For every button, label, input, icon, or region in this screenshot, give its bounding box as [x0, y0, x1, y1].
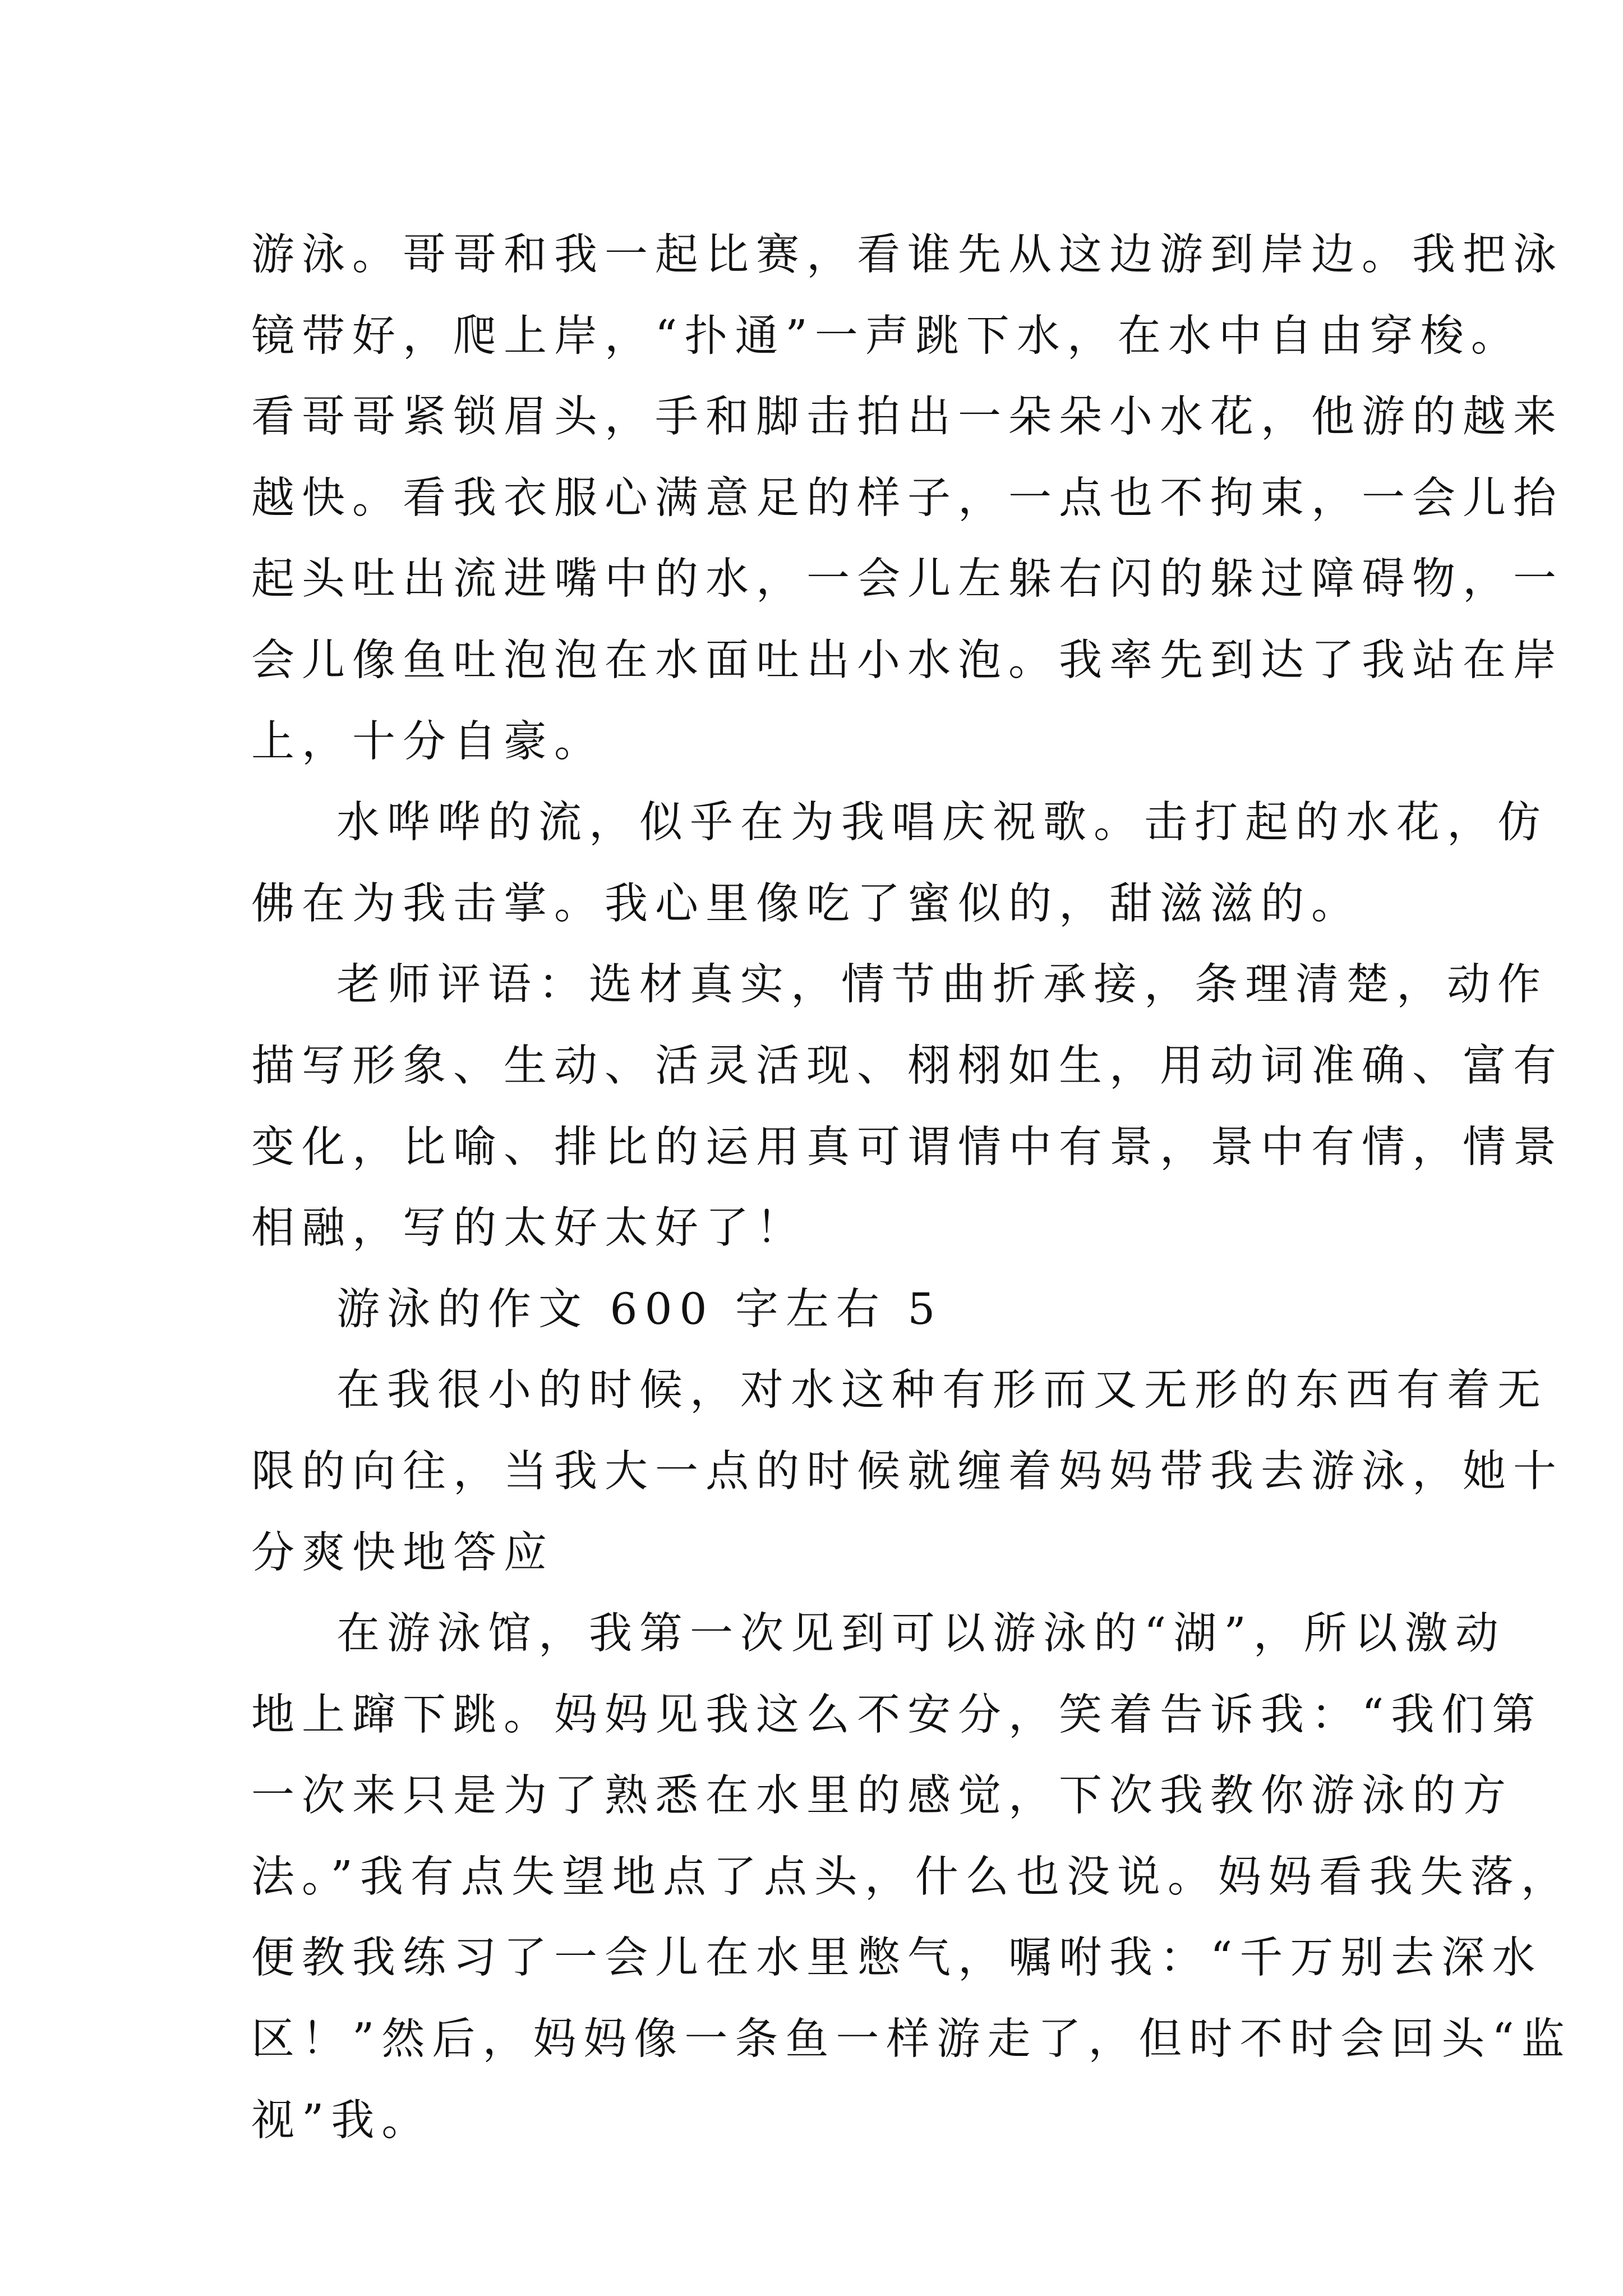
text-line: 佛在为我击掌。我心里像吃了蜜似的，甜滋滋的。	[251, 878, 1362, 929]
text-line: 游泳。哥哥和我一起比赛，看谁先从这边游到岸边。我把泳	[251, 230, 1564, 280]
text-line: 地上蹿下跳。妈妈见我这么不安分，笑着告诉我：“我们第	[251, 1690, 1543, 1740]
text-line: 变化，比喻、排比的运用真可谓情中有景，景中有情，情景	[251, 1122, 1564, 1172]
paragraph-start-line: 在我很小的时候，对水这种有形而又无形的东西有着无	[336, 1365, 1548, 1416]
paragraph-start-line: 水哗哗的流，似乎在为我唱庆祝歌。击打起的水花，仿	[336, 798, 1548, 848]
text-line: 区！”然后，妈妈像一条鱼一样游走了，但时不时会回头“监	[251, 2014, 1572, 2065]
text-line: 越快。看我衣服心满意足的样子，一点也不拘束，一会儿抬	[251, 473, 1564, 523]
text-line: 便教我练习了一会儿在水里憋气，嘱咐我：“千万别去深水	[251, 1933, 1543, 1984]
text-line: 上，十分自豪。	[251, 716, 605, 767]
text-line: 视”我。	[251, 2095, 432, 2146]
text-line: 会儿像鱼吐泡泡在水面吐出小水泡。我率先到达了我站在岸	[251, 635, 1564, 685]
text-line: 限的向往，当我大一点的时候就缠着妈妈带我去游泳，她十	[251, 1446, 1564, 1497]
text-line: 起头吐出流进嘴中的水，一会儿左躲右闪的躲过障碍物，一	[251, 554, 1564, 605]
text-line: 看哥哥紧锁眉头，手和脚击拍出一朵朵小水花，他游的越来	[251, 392, 1564, 443]
text-line: 镜带好，爬上岸，“扑通”一声跳下水，在水中自由穿梭。	[251, 311, 1521, 361]
teacher-comment-start-line: 老师评语：选材真实，情节曲折承接，条理清楚，动作	[336, 960, 1548, 1010]
essay-title-line: 游泳的作文 600 字左右 5	[336, 1284, 943, 1335]
essay-body	[251, 215, 1572, 2161]
text-line: 一次来只是为了熟悉在水里的感觉，下次我教你游泳的方	[251, 1771, 1513, 1821]
paragraph-start-line: 在游泳馆，我第一次见到可以游泳的“湖”，所以激动	[336, 1609, 1506, 1659]
text-line: 法。”我有点失望地点了点头，什么也没说。妈妈看我失落，	[251, 1852, 1571, 1902]
text-line: 描写形象、生动、活灵活现、栩栩如生，用动词准确、富有	[251, 1041, 1564, 1091]
text-line: 分爽快地答应	[251, 1527, 554, 1578]
text-line: 相融，写的太好太好了！	[251, 1203, 806, 1254]
